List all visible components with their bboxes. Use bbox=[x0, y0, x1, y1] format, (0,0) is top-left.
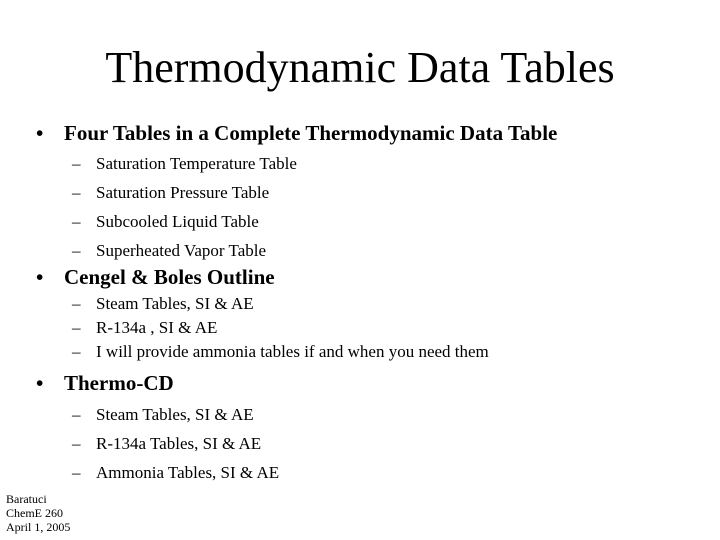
sub-item bbox=[72, 341, 489, 363]
footer-date: April 1, 2005 bbox=[6, 520, 71, 534]
sub-item bbox=[72, 240, 266, 262]
dash-marker: – bbox=[72, 463, 81, 482]
bullet-text: Thermo-CD bbox=[64, 371, 174, 395]
bullet-dot: • bbox=[36, 121, 44, 145]
sub-item-text: Saturation Pressure Table bbox=[96, 183, 270, 202]
sub-item-text: Steam Tables, SI & AE bbox=[96, 294, 254, 313]
dash-marker: – bbox=[72, 342, 81, 361]
sub-item-text: R-134a , SI & AE bbox=[96, 318, 218, 337]
dash-marker: – bbox=[72, 212, 81, 231]
sub-item bbox=[72, 293, 254, 315]
sub-item-text: I will provide ammonia tables if and when you need them bbox=[96, 342, 489, 361]
bullet-thermo-cd bbox=[36, 370, 174, 396]
footer-author: Baratuci bbox=[6, 492, 47, 506]
dash-marker: – bbox=[72, 294, 81, 313]
footer-course: ChemE 260 bbox=[6, 506, 63, 520]
slide-footer bbox=[6, 492, 70, 534]
dash-marker: – bbox=[72, 154, 81, 173]
sub-item-text: Saturation Temperature Table bbox=[96, 154, 297, 173]
dash-marker: – bbox=[72, 318, 81, 337]
bullet-dot: • bbox=[36, 265, 44, 289]
bullet-text: Cengel & Boles Outline bbox=[64, 265, 275, 289]
dash-marker: – bbox=[72, 183, 81, 202]
dash-marker: – bbox=[72, 241, 81, 260]
dash-marker: – bbox=[72, 434, 81, 453]
sub-item bbox=[72, 433, 261, 455]
bullet-text: Four Tables in a Complete Thermodynamic Data Table bbox=[64, 121, 558, 145]
slide-title: Thermodynamic Data Tables bbox=[105, 43, 615, 92]
sub-item-text: Steam Tables, SI & AE bbox=[96, 405, 254, 424]
sub-item-text: Ammonia Tables, SI & AE bbox=[96, 463, 280, 482]
bullet-dot: • bbox=[36, 371, 44, 395]
sub-item bbox=[72, 182, 269, 204]
sub-item bbox=[72, 317, 217, 339]
sub-item-text: Subcooled Liquid Table bbox=[96, 212, 259, 231]
bullet-cengel-boles bbox=[36, 264, 275, 290]
sub-item-text: R-134a Tables, SI & AE bbox=[96, 434, 262, 453]
sub-item bbox=[72, 404, 254, 426]
dash-marker: – bbox=[72, 405, 81, 424]
sub-item-text: Superheated Vapor Table bbox=[96, 241, 267, 260]
sub-item bbox=[72, 462, 279, 484]
sub-item bbox=[72, 153, 297, 175]
bullet-four-tables bbox=[36, 120, 557, 146]
sub-item bbox=[72, 211, 259, 233]
